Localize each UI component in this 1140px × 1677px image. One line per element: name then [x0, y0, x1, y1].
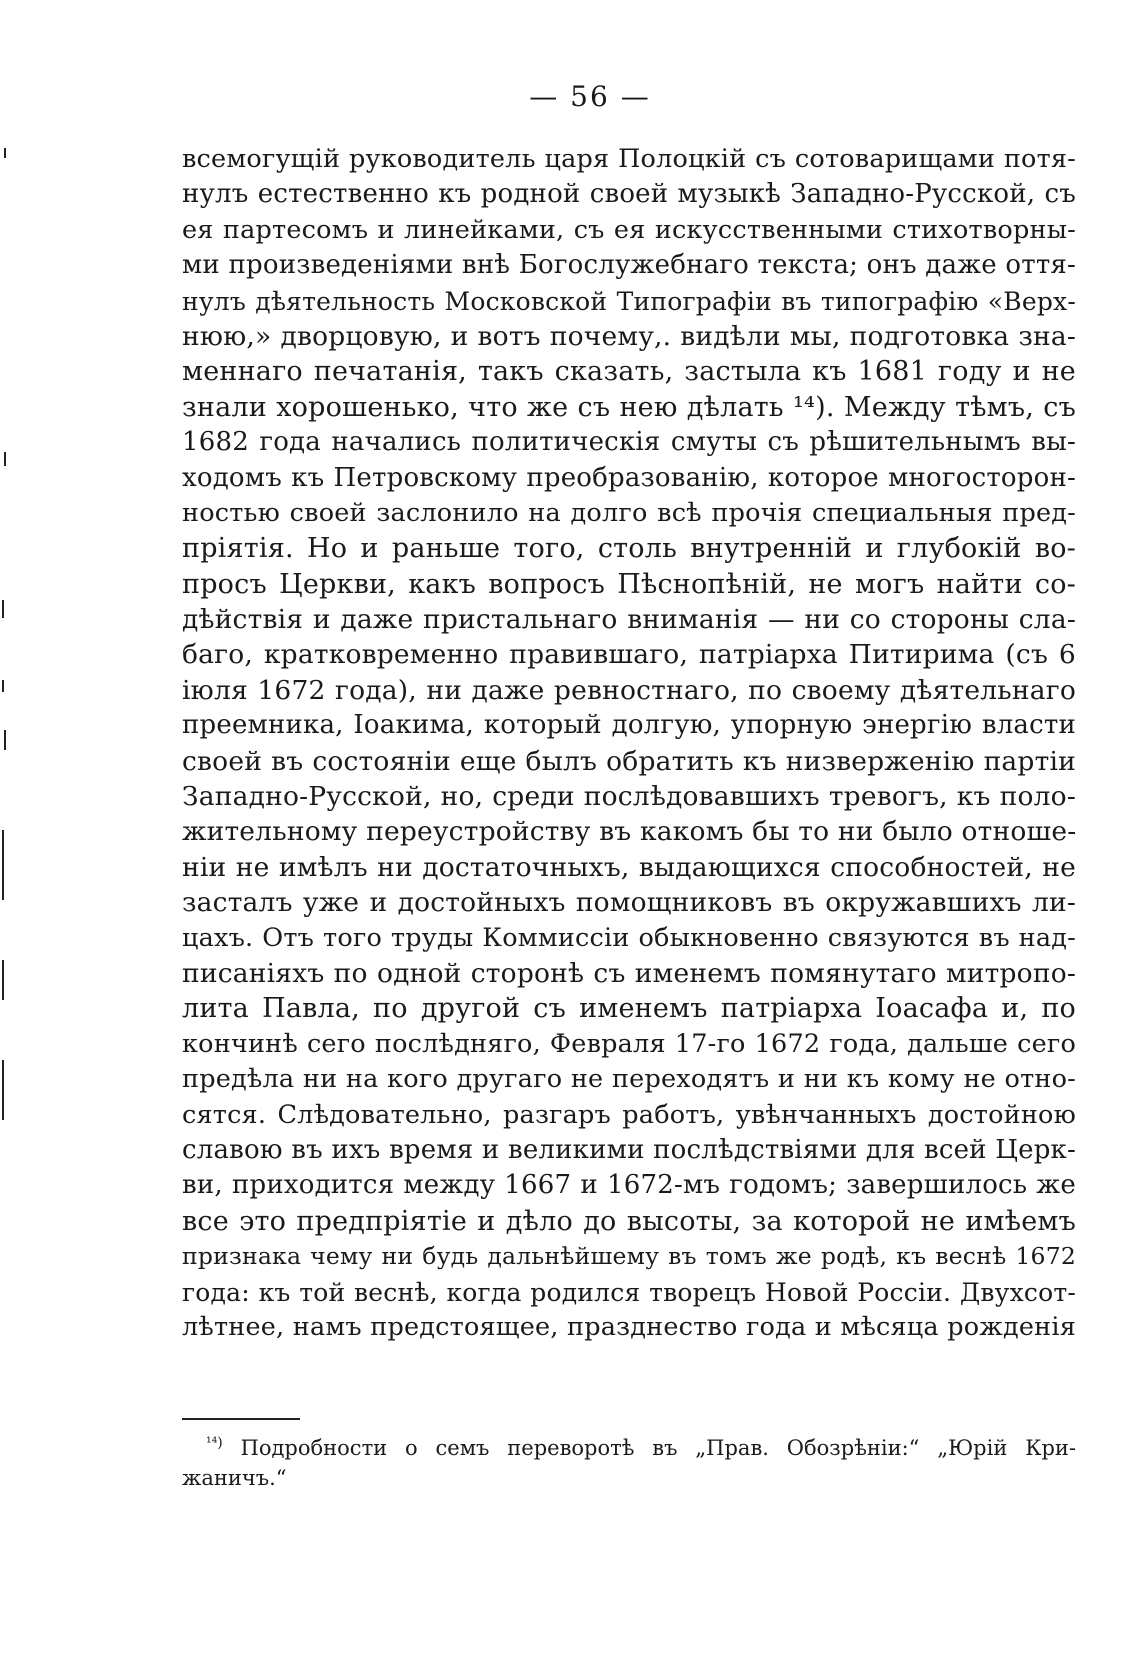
footnote [182, 1428, 1076, 1493]
text-line: баго, кратковременно правившаго, патрiарха Питирима (съ 6 [182, 639, 1076, 671]
text-line: нулъ естественно къ родной своей музыкѣ Западно-Русской, съ [182, 179, 1076, 210]
text-line: просъ Церкви, какъ вопросъ Пѣснопѣнiй, не могъ найти со- [182, 568, 1076, 600]
scan-speck [4, 730, 6, 750]
body-text [182, 142, 1076, 1345]
scan-speck [2, 960, 4, 1000]
text-line: лѣтнее, намъ предстоящее, празднество года и мѣсяца рожденiя [182, 1311, 1076, 1342]
page-number: — 56 — [529, 80, 651, 113]
text-line: ви, приходится между 1667 и 1672-мъ годомъ; завершилось же [182, 1170, 1076, 1201]
text-line: все это предпрiятiе и дѣло до высоты, за которой не имѣемъ [182, 1205, 1076, 1237]
text-line: цахъ. Отъ того труды Коммиссiи обыкновенно связуются въ над- [182, 922, 1076, 953]
text-line: всемогущiй руководитель царя Полоцкiй съ сотоварищами потя- [182, 144, 1076, 174]
text-line: прiятiя. Но и раньше того, столь внутреннiй и глубокiй во- [182, 533, 1076, 565]
footnote-text-1: Подробности о семъ переворотѣ въ „Прав. Обозрѣнiи:“ „Юрiй Кри- [240, 1436, 1076, 1460]
scan-speck [4, 148, 6, 158]
text-line: предѣла ни на кого другаго не переходятъ и ни къ кому не отно- [182, 1064, 1076, 1095]
text-line: преемника, Iоакима, который долгую, упорную энергiю власти [182, 710, 1076, 741]
text-line: кончинѣ сего послѣдняго, Февраля 17-го 1672 года, дальше сего [182, 1028, 1076, 1059]
text-line: нюю,» дворцовую, и вотъ почему,. видѣли мы, подготовка зна- [182, 320, 1076, 352]
text-line: года: къ той веснѣ, когда родился творецъ Новой Россiи. Двухсот- [182, 1277, 1076, 1307]
text-line: меннаго печатанiя, такъ сказать, застыла къ 1681 году и не [182, 356, 1076, 388]
text-line: дѣйствiя и даже пристальнаго вниманiя — ни со стороны сла- [182, 604, 1076, 636]
footnote-rule [182, 1418, 300, 1420]
footnote-line-2: жаничъ.“ [182, 1466, 287, 1490]
text-line: лита Павла, по другой съ именемъ патрiарха Iоасафа и, по [182, 993, 1076, 1025]
scan-speck [2, 600, 4, 618]
text-line: нулъ дѣятельность Московской Типографiи въ типографiю «Верх- [182, 286, 1076, 316]
text-line: ми произведенiями внѣ Богослужебнаго текста; онъ даже оття- [182, 250, 1076, 281]
text-line: Западно-Русской, но, среди послѣдовавшихъ тревогъ, къ поло- [182, 781, 1076, 813]
text-line: нiи не имѣлъ ни достаточныхъ, выдающихся способностей, не [182, 851, 1076, 883]
text-line: iюля 1672 года), ни даже ревностнаго, по своему дѣятельнаго [182, 674, 1076, 706]
text-line: 1682 года начались политическiя смуты съ рѣшительнымъ вы- [182, 427, 1076, 458]
text-line: славою въ ихъ время и великими послѣдствiями для всей Церк- [182, 1134, 1076, 1165]
text-line: ностью своей заслонило на долго всѣ прочiя специальныя пред- [182, 497, 1076, 528]
scan-speck [2, 830, 4, 900]
scan-speck [2, 680, 4, 692]
text-line: сятся. Слѣдовательно, разгаръ работъ, увѣнчанныхъ достойною [182, 1099, 1076, 1130]
text-line: засталъ уже и достойныхъ помощниковъ въ окружавшихъ ли- [182, 887, 1076, 919]
text-line: признака чему ни будь дальнѣйшему въ томъ же родѣ, къ веснѣ 1672 [182, 1242, 1076, 1271]
text-line: знали хорошенько, что же съ нею дѣлать ¹⁴). Между тѣмъ, съ [182, 391, 1076, 423]
scan-speck [4, 452, 6, 466]
footnote-line-1 [182, 1428, 1076, 1463]
text-line: писанiяхъ по одной сторонѣ съ именемъ помянутаго митропо- [182, 957, 1076, 989]
text-line: жительному переустройству въ какомъ бы то ни было отноше- [182, 816, 1077, 848]
footnote-marker: ¹⁴) [206, 1435, 223, 1451]
scan-speck [2, 1060, 4, 1120]
text-line: ходомъ къ Петровскому преобразованiю, которое многосторон- [182, 462, 1076, 493]
text-line: ея партесомъ и линейками, съ ея искусственными стихотворны- [182, 214, 1076, 245]
text-line: своей въ состоянiи еще былъ обратить къ низверженiю партiи [182, 745, 1076, 777]
